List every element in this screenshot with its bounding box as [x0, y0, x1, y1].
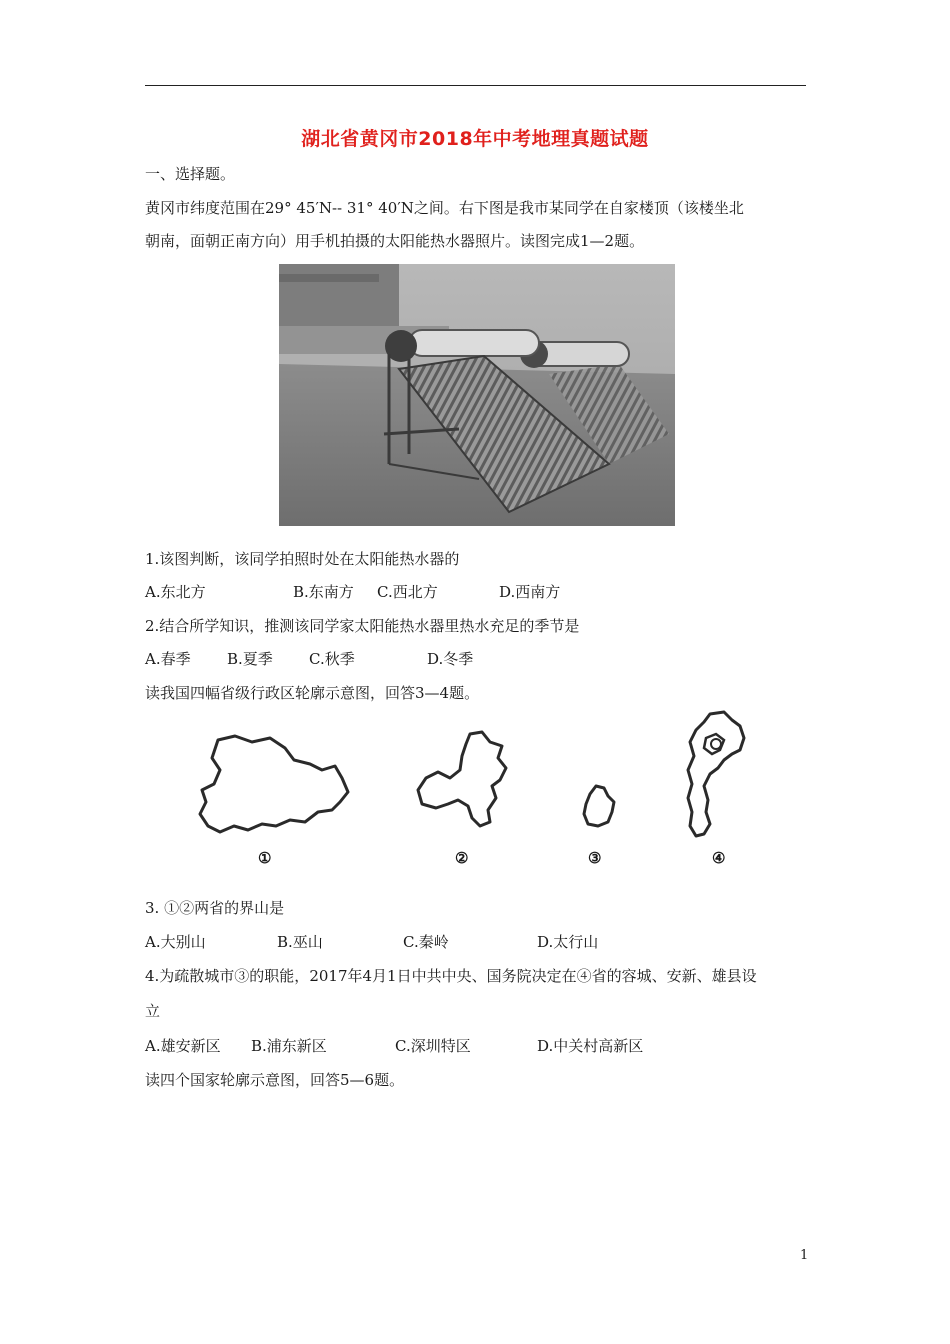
q4-option-c: C.深圳特区 [395, 1037, 471, 1055]
province-map-3 [578, 782, 618, 832]
q1-option-d: D.西南方 [499, 583, 561, 601]
q2-option-d: D.冬季 [427, 650, 474, 668]
map-label-1: ① [258, 849, 272, 867]
q4-stem-line-2: 立 [145, 1002, 161, 1020]
q3-option-c: C.秦岭 [403, 933, 449, 951]
intro-line-2: 朝南，面朝正南方向）用手机拍摄的太阳能热水器照片。读图完成1—2题。 [145, 232, 645, 250]
page-number: 1 [800, 1248, 809, 1263]
q1-option-b: B.东南方 [293, 583, 354, 601]
solar-heater-illustration [279, 264, 675, 526]
maps-intro: 读我国四幅省级行政区轮廓示意图，回答3—4题。 [145, 684, 480, 702]
q3-options [145, 932, 806, 952]
q3-option-a: A.大别山 [145, 933, 206, 951]
q2-options [145, 649, 806, 669]
q3-option-b: B.巫山 [277, 933, 323, 951]
countries-intro: 读四个国家轮廓示意图，回答5—6题。 [145, 1071, 405, 1089]
section-heading: 一、选择题。 [145, 165, 236, 183]
page-title: 湖北省黄冈市2018年中考地理真题试题 [301, 128, 649, 150]
q1-options [145, 582, 806, 602]
q2-option-c: C.秋季 [309, 650, 355, 668]
q4-stem-line-1: 4.为疏散城市③的职能，2017年4月1日中共中央、国务院决定在④省的容城、安新、雄县设 [145, 967, 757, 985]
q4-option-d: D.中关村高新区 [537, 1037, 644, 1055]
intro-line-1: 黄冈市纬度范围在29° 45′N-- 31° 40′N之间。右下图是我市某同学在自家楼顶（该楼坐北 [145, 199, 744, 217]
q2-option-a: A.春季 [145, 650, 191, 668]
q1-option-a: A.东北方 [145, 583, 206, 601]
header-rule [145, 85, 806, 86]
q1-stem: 1.该图判断，该同学拍照时处在太阳能热水器的 [145, 550, 460, 568]
province-map-2 [410, 728, 520, 838]
q2-stem: 2.结合所学知识，推测该同学家太阳能热水器里热水充足的季节是 [145, 617, 580, 635]
map-label-3: ③ [588, 849, 602, 867]
map-label-4: ④ [712, 849, 726, 867]
province-map-1 [190, 730, 360, 840]
map-label-2: ② [455, 849, 469, 867]
q3-stem: 3. ①②两省的界山是 [145, 899, 285, 917]
province-map-4 [680, 708, 750, 843]
solar-heater-photo [279, 264, 675, 526]
q2-option-b: B.夏季 [227, 650, 273, 668]
q4-option-a: A.雄安新区 [145, 1037, 221, 1055]
q3-option-d: D.太行山 [537, 933, 599, 951]
q4-options [145, 1036, 806, 1056]
q1-option-c: C.西北方 [377, 583, 438, 601]
q4-option-b: B.浦东新区 [251, 1037, 327, 1055]
